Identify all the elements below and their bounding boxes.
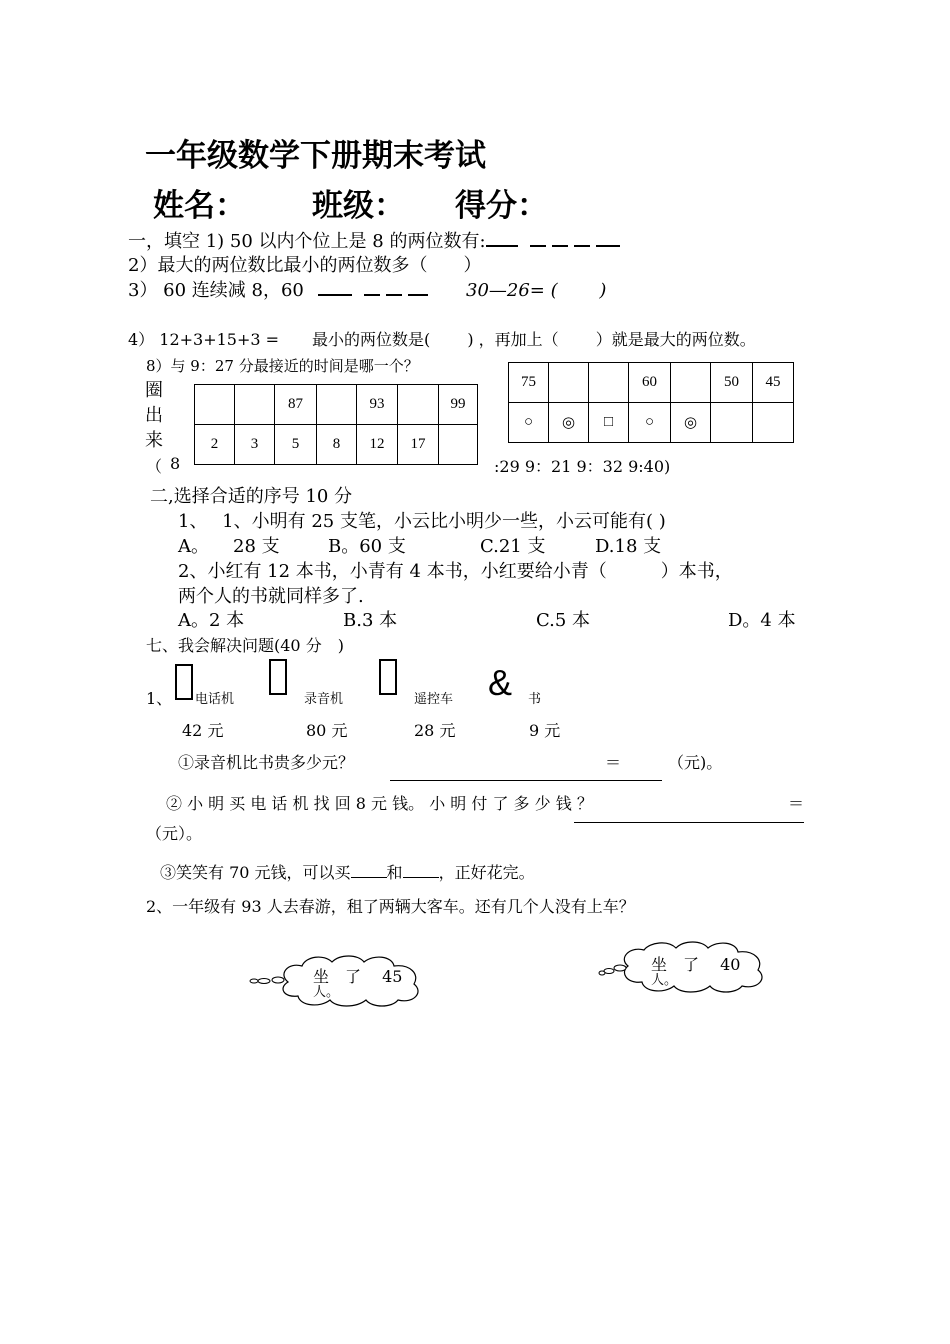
grid-cell: □ xyxy=(589,403,629,443)
grid-cell: 99 xyxy=(439,385,478,425)
equals-sign: ＝ xyxy=(788,794,805,813)
question-1-3-subtraction: 30—26= ( ) xyxy=(466,280,607,301)
option-c: C.5 本 xyxy=(536,610,591,631)
circle-label-char: 出 xyxy=(145,405,163,426)
unit-label: （元）。 xyxy=(146,824,203,843)
grid-cell xyxy=(753,403,794,443)
grid-cell: 12 xyxy=(357,425,398,465)
number-grid-right xyxy=(508,362,794,443)
remote-car-icon xyxy=(379,659,397,695)
option-a-value: 28 支 xyxy=(233,536,280,557)
cloud-left-text: 坐 了 45 xyxy=(313,967,403,986)
grid-cell: 87 xyxy=(275,385,317,425)
option-d: D.18 支 xyxy=(595,536,662,557)
sub-question-3-text-b: 和 xyxy=(386,863,403,882)
circle-label-char: 来 xyxy=(145,430,163,451)
item-name-book: 书 xyxy=(528,692,542,707)
grid-cell xyxy=(398,385,439,425)
grid-cell xyxy=(439,425,478,465)
grid-cell: ◎ xyxy=(549,403,589,443)
grid-cell xyxy=(235,385,275,425)
section-2-question-2-line-2: 两个人的书就同样多了. xyxy=(178,586,364,607)
time-paren: （ xyxy=(146,457,163,476)
answer-blank xyxy=(574,231,590,247)
cloud-left-text-2: 人。 xyxy=(313,985,340,1000)
unit-label: （元)。 xyxy=(668,753,723,772)
item-name-recorder: 录音机 xyxy=(304,692,344,707)
sub-question-3-text-c: ，正好花完。 xyxy=(438,863,535,882)
question-1-1 xyxy=(128,227,620,253)
name-label: 姓名： xyxy=(153,188,246,224)
grid-cell xyxy=(317,385,357,425)
question-1-1-text: 一，填空 1) 50 以内个位上是 8 的两位数有: xyxy=(128,231,486,252)
question-1-4-sum: 4） 12+3+15+3 = xyxy=(128,330,280,349)
answer-blank xyxy=(318,280,352,296)
sub-question-2: ② 小 明 买 电 话 机 找 回 8 元 钱。 小 明 付 了 多 少 钱 ？ xyxy=(166,794,593,813)
grid-cell xyxy=(589,363,629,403)
answer-blank xyxy=(386,280,402,296)
option-c: C.21 支 xyxy=(480,536,546,557)
class-label: 班级： xyxy=(312,188,405,224)
price-remote-car: 28 元 xyxy=(414,721,456,740)
answer-blank xyxy=(408,280,428,296)
grid-cell: 50 xyxy=(711,363,753,403)
grid-cell: 60 xyxy=(629,363,671,403)
question-1-4-text: 最小的两位数是( ) ，再加上（ ）就是最大的两位数。 xyxy=(312,330,756,349)
grid-cell: 5 xyxy=(275,425,317,465)
book-icon: & xyxy=(488,662,513,703)
grid-cell xyxy=(549,363,589,403)
grid-cell: 17 xyxy=(398,425,439,465)
section-2-question-1: 1、 1、小明有 25 支笔，小云比小明少一些，小云可能有( ) xyxy=(178,511,666,532)
price-book: 9 元 xyxy=(529,721,561,740)
grid-cell: 93 xyxy=(357,385,398,425)
grid-cell: 3 xyxy=(235,425,275,465)
answer-blank xyxy=(486,231,518,247)
answer-blank xyxy=(364,280,380,296)
section-7-heading: 七、我会解决问题(40 分 ) xyxy=(146,636,344,655)
score-label: 得分： xyxy=(455,188,548,224)
grid-cell: ◎ xyxy=(671,403,711,443)
option-b: B.3 本 xyxy=(343,610,398,631)
question-1-8: 8）与 9：27 分最接近的时间是哪一个？ xyxy=(146,357,419,375)
grid-cell xyxy=(195,385,235,425)
grid-cell: ○ xyxy=(509,403,549,443)
option-a: A。2 本 xyxy=(178,610,245,631)
option-a-label: A。 xyxy=(178,536,209,557)
page-title: 一年级数学下册期末考试 xyxy=(145,138,486,174)
sub-question-3-text-a: ③笑笑有 70 元钱，可以买 xyxy=(160,863,351,882)
answer-line xyxy=(574,822,804,823)
item-prefix: 1、 xyxy=(146,689,173,708)
answer-blank xyxy=(403,863,439,878)
sub-question-1: ①录音机比书贵多少元？ xyxy=(178,753,355,772)
section-2-heading: 二,选择合适的序号 10 分 xyxy=(150,486,353,507)
answer-blank xyxy=(552,231,568,247)
answer-blank xyxy=(596,231,620,247)
price-telephone: 42 元 xyxy=(182,721,224,740)
option-d: D。4 本 xyxy=(728,610,796,631)
circle-label xyxy=(143,378,165,453)
answer-blank xyxy=(530,231,546,247)
question-1-3-text: 3） 60 连续减 8，60 xyxy=(128,280,310,301)
time-options: :29 9：21 9：32 9:40) xyxy=(494,457,671,476)
option-b: B。60 支 xyxy=(328,536,406,557)
question-1-2: 2）最大的两位数比最小的两位数多（ ） xyxy=(128,255,482,276)
grid-cell: 8 xyxy=(317,425,357,465)
item-name-telephone: 电话机 xyxy=(195,692,235,707)
grid-cell: 75 xyxy=(509,363,549,403)
recorder-icon xyxy=(269,659,287,695)
question-7-2: 2、一年级有 93 人去春游，租了两辆大客车。还有几个人没有上车？ xyxy=(146,897,635,916)
grid-cell xyxy=(711,403,753,443)
section-2-question-2-line-1: 2、小红有 12 本书，小青有 4 本书，小红要给小青（ ）本书， xyxy=(178,561,733,582)
equals-sign: ＝ xyxy=(605,753,622,772)
grid-cell: 2 xyxy=(195,425,235,465)
grid-cell: 45 xyxy=(753,363,794,403)
number-grid-left xyxy=(194,384,478,465)
sub-question-3 xyxy=(160,860,535,883)
grid-cell xyxy=(671,363,711,403)
answer-line xyxy=(390,780,662,781)
question-1-3 xyxy=(128,276,428,302)
cloud-right-text: 坐 了 40 xyxy=(651,955,741,974)
answer-blank xyxy=(351,863,387,878)
item-name-remote-car: 遥控车 xyxy=(414,692,454,707)
circle-label-char: 圈 xyxy=(145,380,163,401)
telephone-icon xyxy=(175,664,193,700)
grid-cell: ○ xyxy=(629,403,671,443)
cloud-right-text-2: 人。 xyxy=(651,973,678,988)
price-recorder: 80 元 xyxy=(306,721,348,740)
time-option-a: 8 xyxy=(170,454,181,473)
